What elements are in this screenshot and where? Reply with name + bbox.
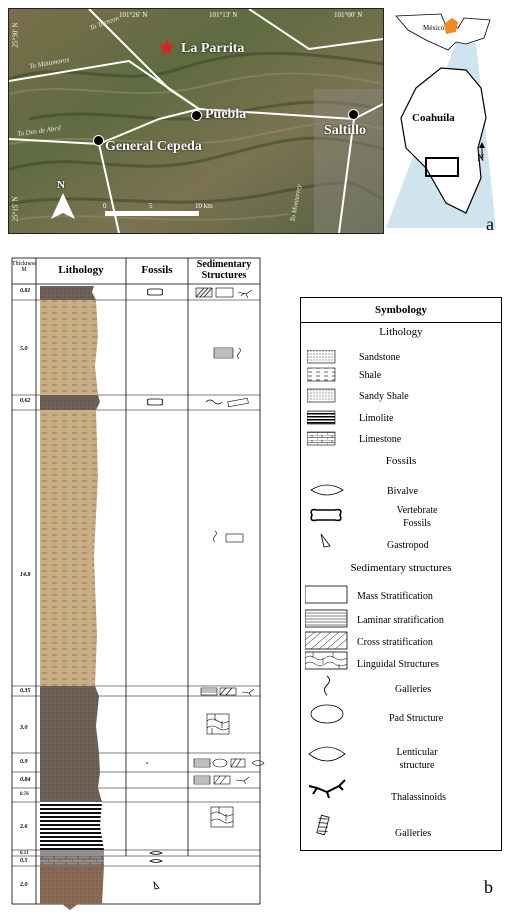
legend-laminar-stratification: Laminar stratification [357,615,444,626]
coord-top-right: 101°00' N [334,11,363,19]
legend-limolite: Limolite [359,413,394,424]
legend-pad-structure: Pad Structure [389,713,444,724]
panel-a-letter: a [486,214,494,234]
header-fossils: Fossils [141,264,173,276]
coord-top-left: 101°26' N [119,11,148,19]
legend-sedimentary-symbols [305,584,351,846]
place-la-parrita: La Parrita [181,41,245,56]
legend-sandy-shale: Sandy Shale [359,391,409,402]
legend-sandstone: Sandstone [359,352,401,363]
scale-end: 10 km [195,202,213,210]
thickness-value: 0.76 [20,792,29,797]
legend-mass-stratification: Mass Stratification [357,591,433,602]
thickness-value: 14.8 [20,572,31,578]
legend-heading-sedimentary: Sedimentary structures [350,562,452,574]
place-saltillo: Saltillo [324,123,367,138]
inset-north-label: N [477,153,485,164]
north-label: N [57,179,65,191]
legend-linguidal-structures: Linguidal Structures [357,659,439,670]
star-marker-icon: ★ [157,35,177,60]
road-label-torreon: To Torreon [88,14,120,32]
thickness-value: 0.5 [20,858,28,864]
thickness-value: 0.84 [20,777,31,783]
stratigraphic-section [0,256,300,912]
thickness-value: 0.35 [20,688,31,694]
scale-mid: 5 [149,202,153,210]
panel-b-letter: b [484,877,493,897]
thickness-value: 5.0 [20,346,28,352]
town-dot-icon [93,135,104,146]
road-label-monterrey: To Monterrey [288,183,304,223]
symbology-legend [300,297,502,851]
legend-thalassinoids: Thalassinoids [391,792,446,803]
header-lithology: Lithology [58,264,104,276]
thickness-value: 0.9 [20,759,28,765]
place-general-cepeda: General Cepeda [105,139,202,154]
header-sedimentary-structures: Sedimentary Structures [196,259,252,281]
location-map [8,8,384,234]
legend-bivalve: Bivalve [387,486,419,497]
thickness-value: 2.6 [20,824,28,830]
legend-galleries-2: Galleries [395,828,432,839]
road-label-matamoros: To Matamoros [28,55,70,71]
legend-galleries-1: Galleries [395,684,432,695]
legend-fossil-symbols [307,482,347,552]
legend-limestone: Limestone [359,434,402,445]
thickness-value: 3.0 [20,725,28,731]
scale-bar [105,211,199,216]
header-thickness: Thickness M [12,261,37,273]
scale-start: 0 [103,202,107,210]
coord-left-top: 25°30' N [11,22,20,48]
thickness-value: 0.62 [20,398,31,404]
legend-lenticular-structure: Lenticular structure [396,747,438,771]
thickness-value: 2.0 [20,882,28,888]
inset-state-label: Coahuila [412,112,455,124]
legend-vertebrate-fossils: Vertebrate Fossils [396,505,438,529]
symbology-divider [301,322,501,323]
legend-heading-fossils: Fossils [385,455,417,467]
town-dot-icon [348,109,359,120]
legend-shale: Shale [359,370,382,381]
legend-cross-stratification: Cross stratification [357,637,433,648]
inset-country-label: México [423,24,445,32]
north-arrow-icon [49,193,77,221]
road-label-dos-de-abril: To Dos de Abril [16,123,62,139]
thickness-value: 0.81 [20,288,31,294]
legend-gastropod: Gastropod [387,540,429,551]
town-dot-icon [191,110,202,121]
symbology-title: Symbology [375,304,427,316]
place-puebla: Puebla [205,107,247,122]
thickness-value: 0.11 [20,851,29,856]
coord-top-mid: 101°13' N [209,11,238,19]
legend-heading-lithology: Lithology [379,326,423,338]
coord-left-bottom: 25°15' N [11,196,20,222]
